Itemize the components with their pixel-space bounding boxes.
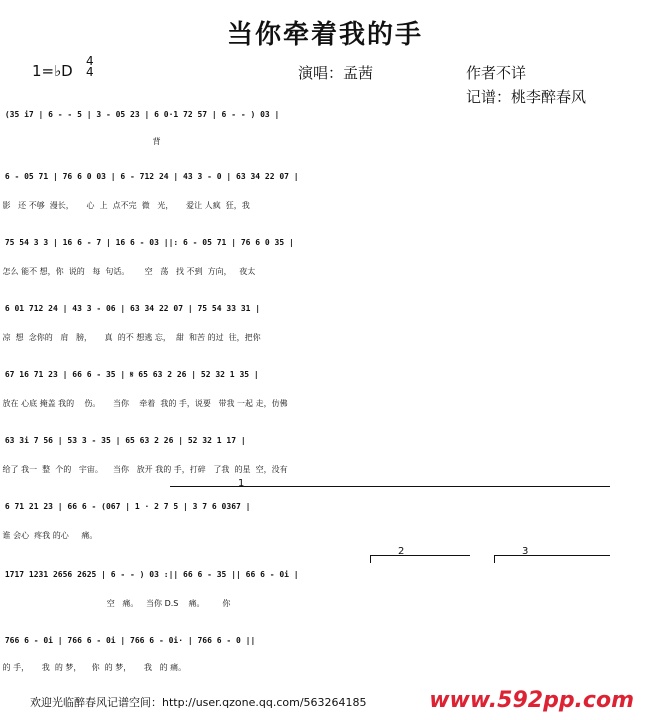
notation-row: 1717 1231 2656 2625 | 6 - - ) 03 :|| 66 6 - 35 || 66 6 - 0i | — [0, 570, 299, 579]
lyrics-row: 谁 会心 疼我 的心 痛。 — [0, 531, 98, 540]
time-sig-top: 4 — [86, 54, 94, 68]
lyrics-row: 空 痛。 当你 D.S 痛。 你 — [0, 599, 231, 608]
key-label: 1=♭D — [32, 62, 73, 80]
site-watermark: www.592pp.com — [429, 688, 634, 713]
volta-bracket-2-start — [370, 555, 371, 563]
singer-credit: 演唱：孟茜 — [298, 64, 374, 82]
lyrics-row: 放在 心底 掩盖 我的 伤。 当你 牵着 我的 手，说要 带我 一起 走，仿佛 — [0, 399, 288, 408]
notation-row: 6 01 712 24 | 43 3 - 06 | 63 34 22 07 | 75 54 33 31 | — [0, 304, 261, 313]
volta-number-1: 1 — [238, 478, 245, 489]
lyrics-row: 凉 想 念你的 肩 膀， 真 的不 想逃 忘， 甜 和苦 的过 往，把你 — [0, 333, 261, 342]
notation-row: 766 6 - 0i | 766 6 - 0i | 766 6 - 0i· | 766 6 - 0 || — [0, 636, 256, 645]
time-signature — [86, 56, 94, 78]
footer-url-text: 欢迎光临醉春风记谱空间：http://user.qzone.qq.com/563264185 — [30, 696, 367, 709]
notation-row: 6 71 21 23 | 66 6 - (067 | 1 · 2 7 5 | 3 7 6 0367 | — [0, 502, 251, 511]
volta-bracket-3-start — [494, 555, 495, 563]
lyrics-row: 影 还 不够 漫长， 心 上 点不完 微 光， 爱让 人疯 狂，我 — [0, 201, 250, 210]
volta-number-3: 3 — [522, 546, 529, 557]
notation-row: (35 i7 | 6 - - 5 | 3 - 05 23 | 6 0·1 72 57 | 6 - - ) 03 | — [0, 110, 280, 119]
key-signature — [32, 62, 73, 80]
volta-bracket-2 — [370, 555, 470, 556]
lyrics-row: 怎么 能不 想，你 说的 每 句话。 空 荡 找 不到 方向， 夜太 — [0, 267, 256, 276]
notation-row: 67 16 71 23 | 66 6 - 35 | 𝄋 65 63 2 26 | 52 32 1 35 | — [0, 370, 259, 379]
lyrics-row: 给了 我一 整 个的 宇宙。 当你 放开 我的 手，打碎 了我 的星 空，没有 — [0, 465, 288, 474]
time-sig-bottom: 4 — [86, 65, 94, 79]
volta-number-2: 2 — [398, 546, 405, 557]
song-title: 当你牵着我的手 — [226, 20, 423, 50]
transcriber-credit: 记谱：桃李醉春风 — [466, 88, 587, 106]
notation-row: 75 54 3 3 | 16 6 - 7 | 16 6 - 03 ||: 6 - 05 71 | 76 6 0 35 | — [0, 238, 294, 247]
notation-row: 6 - 05 71 | 76 6 0 03 | 6 - 712 24 | 43 3 - 0 | 63 34 22 07 | — [0, 172, 299, 181]
volta-bracket-1 — [170, 486, 610, 487]
volta-bracket-3 — [494, 555, 610, 556]
composer-credit: 作者不详 — [466, 64, 527, 82]
lyrics-row: 的 手， 我 的 梦， 你 的 梦， 我 的 痛。 — [0, 663, 187, 672]
notation-row: 63 3i 7 56 | 53 3 - 35 | 65 63 2 26 | 52 32 1 17 | — [0, 436, 246, 445]
lyrics-row: 背 — [0, 137, 161, 146]
